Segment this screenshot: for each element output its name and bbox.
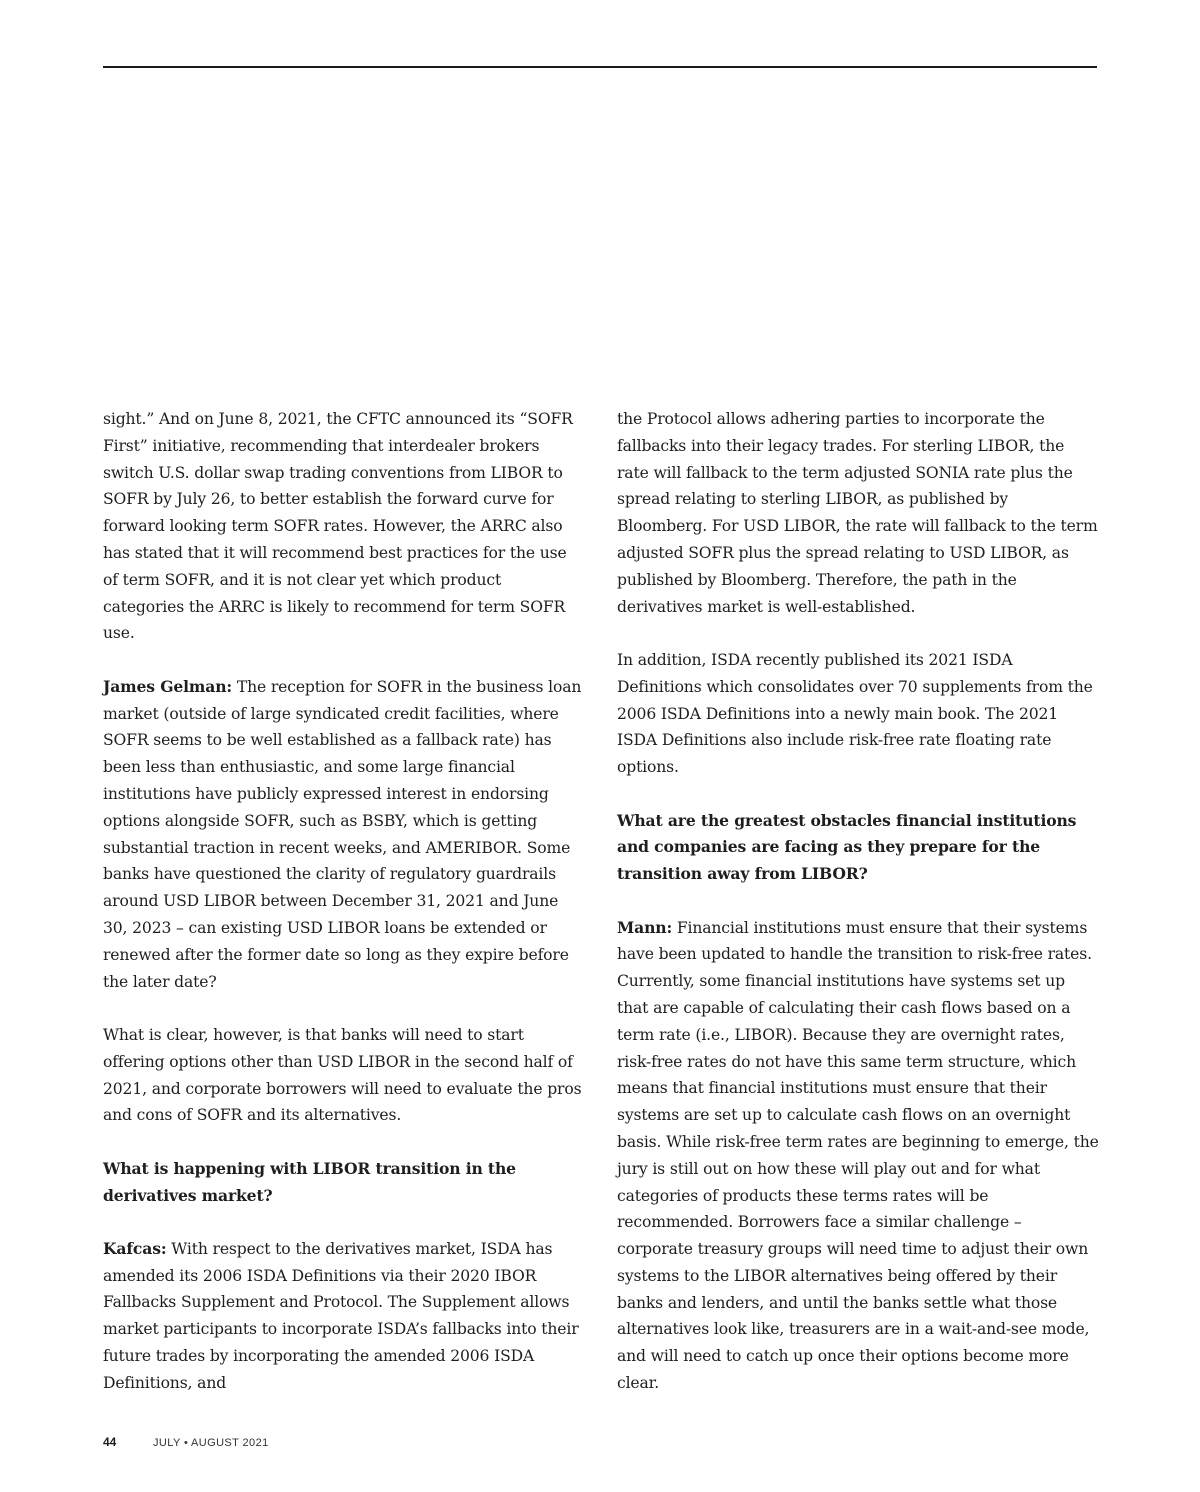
paragraph-text: Financial institutions must ensure that their systems have been updated to handle the transition to risk-free rates. Currently, some financial institutions have systems set up that are capable of calculating their cash flows based on a term rate (i.e., LIBOR). Because they are overnight rates, risk-free rates do not have this same term structure, which means that financial institutions must ensure that their systems are set up to calculate cash flows on an overnight basis. While risk-free term rates are beginning to emerge, the jury is still out on how these will play out and for what categories of products these terms rates will be recommended. Borrowers face a similar challenge – corporate treasury groups will need time to adjust their own systems to the LIBOR alternatives being offered by their banks and lenders, and until the banks settle what those alternatives look like, treasurers are in a wait-and-see mode, and will need to catch up once their options become more clear. xyxy=(617,918,1099,1393)
paragraph: sight.” And on June 8, 2021, the CFTC announced its “SOFR First” initiative, recommending that interdealer brokers switch U.S. dollar swap trading conventions from LIBOR to SOFR by July 26, to better establish the forward curve for forward looking term SOFR rates. However, the ARRC also has stated that it will recommend best practices for the use of term SOFR, and it is not clear yet which product categories the ARRC is likely to recommend for term SOFR use. xyxy=(103,410,573,643)
paragraph xyxy=(617,915,1099,1397)
paragraph: What is clear, however, is that banks will need to start offering options other than USD LIBOR in the second half of 2021, and corporate borrowers will need to evaluate the pros and cons of SOFR and its alternatives. xyxy=(103,1025,582,1125)
paragraph xyxy=(103,1236,585,1397)
paragraph xyxy=(103,674,585,996)
left-column xyxy=(103,406,585,1423)
question-heading: What is happening with LIBOR transition in the derivatives market? xyxy=(103,1158,516,1205)
paragraph: In addition, ISDA recently published its 2021 ISDA Definitions which consolidates over 70 supplements from the 2006 ISDA Definitions into a newly main book. The 2021 ISDA Definitions also include risk-free rate floating rate options. xyxy=(617,650,1093,777)
right-column xyxy=(617,406,1099,1423)
speaker-name: Mann: xyxy=(617,917,673,937)
top-rule xyxy=(103,66,1097,68)
page-number: 44 xyxy=(103,1435,117,1449)
paragraph-text: The reception for SOFR in the business loan market (outside of large syndicated credit facilities, where SOFR seems to be well established as a fallback rate) has been less than enthusiastic, and some large financial institutions have publicly expressed interest in endorsing options alongside SOFR, such as BSBY, which is getting substantial traction in recent weeks, and AMERIBOR. Some banks have questioned the clarity of regulatory guardrails around USD LIBOR between December 31, 2021 and June 30, 2023 – can existing USD LIBOR loans be extended or renewed after the former date so long as they expire before the later date? xyxy=(103,677,582,991)
page-footer xyxy=(103,1435,269,1449)
paragraph: the Protocol allows adhering parties to incorporate the fallbacks into their legacy trades. For sterling LIBOR, the rate will fallback to the term adjusted SONIA rate plus the spread relating to sterling LIBOR, as published by Bloomberg. For USD LIBOR, the rate will fallback to the term adjusted SOFR plus the spread relating to USD LIBOR, as published by Bloomberg. Therefore, the path in the derivatives market is well-established. xyxy=(617,410,1098,616)
question-heading: What are the greatest obstacles financial institutions and companies are facing as they prepare for the transition away from LIBOR? xyxy=(617,810,1077,884)
paragraph-text: With respect to the derivatives market, ISDA has amended its 2006 ISDA Definitions via their 2020 IBOR Fallbacks Supplement and Protocol. The Supplement allows market participants to incorporate ISDA’s fallbacks into their future trades by incorporating the amended 2006 ISDA Definitions, and xyxy=(103,1239,579,1392)
issue-date: JULY • AUGUST 2021 xyxy=(153,1437,269,1449)
speaker-name: James Gelman: xyxy=(103,676,233,696)
speaker-name: Kafcas: xyxy=(103,1238,167,1258)
